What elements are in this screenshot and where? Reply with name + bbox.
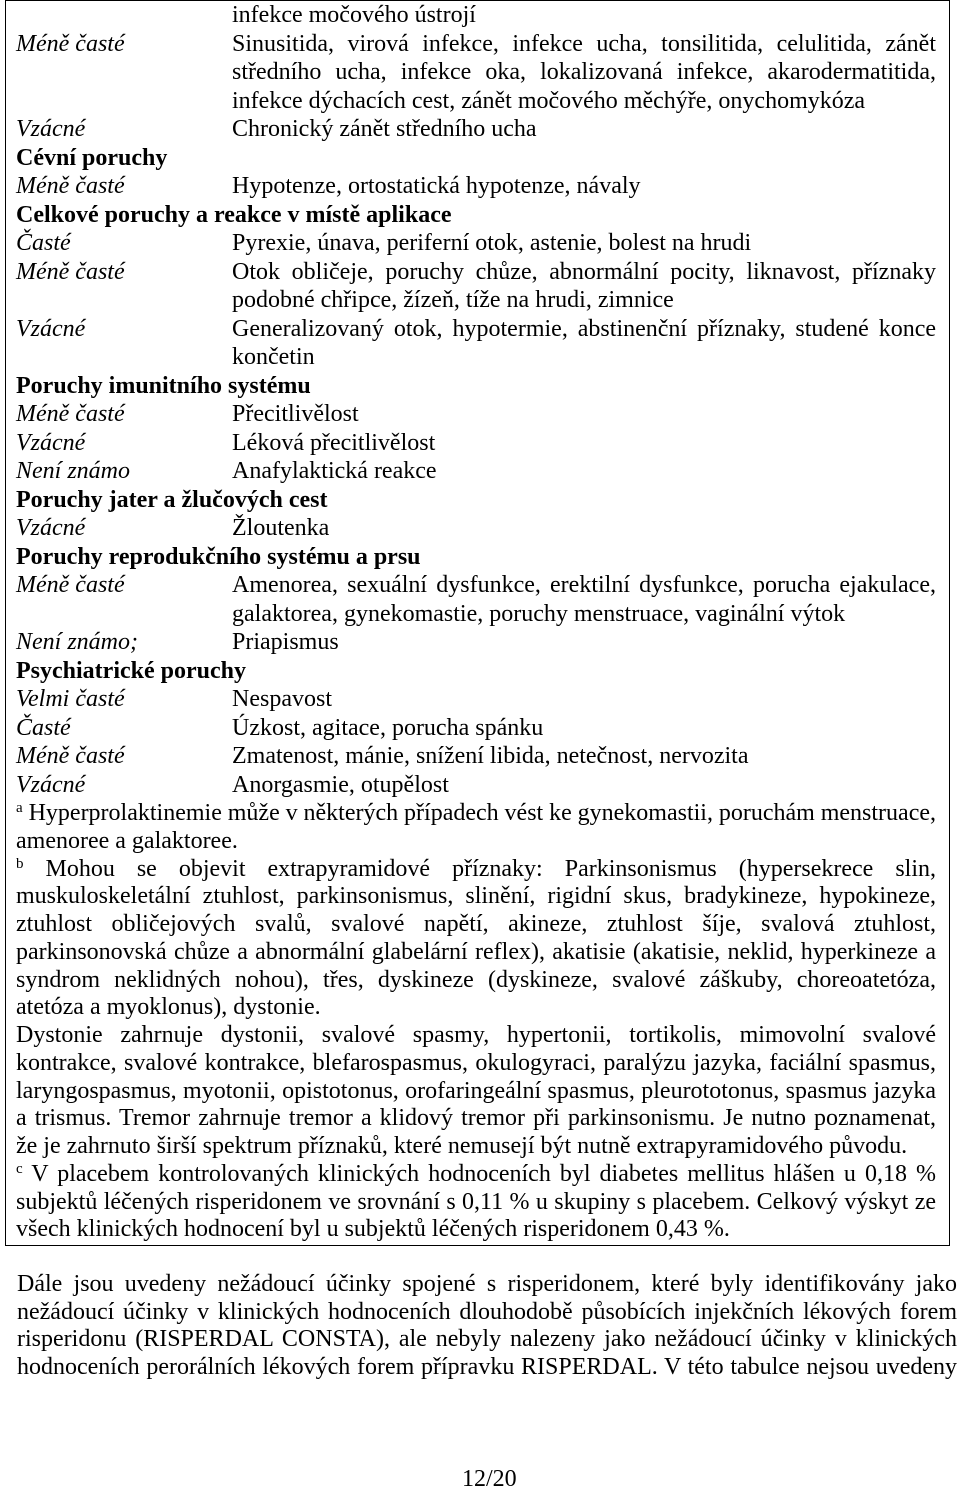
paragraph-line: nežádoucí účinky v klinických hodnoceních dlouhodobě působících injekčních lékových forem xyxy=(17,1298,957,1325)
footnote-line: ztuhlost obličejových svalů, svalové napětí, akineze, ztuhlost šíje, svalová ztuhlost, xyxy=(16,911,936,937)
effect-line: infekce dýchacích cest, zánět močového měchýře, onychomykóza xyxy=(232,87,866,114)
effects-cell xyxy=(232,400,936,429)
effect-line: Žloutenka xyxy=(232,515,330,541)
effects-cell xyxy=(232,315,936,372)
effect-line: Amenorea, sexuální dysfunkce, erektilní dysfunkce, porucha ejakulace, xyxy=(232,572,936,598)
footnote-line: že je zahrnuto širší spektrum příznaků, které nemusejí být nutně extrapyramidového původu. xyxy=(16,1133,908,1159)
effects-cell xyxy=(232,1,936,30)
footnote-mark: c xyxy=(16,1160,23,1177)
table-row xyxy=(16,628,936,657)
table-row xyxy=(16,315,936,372)
section-heading: Poruchy jater a žlučových cest xyxy=(16,486,328,513)
frequency-label: Méně časté xyxy=(16,258,125,285)
section-heading: Psychiatrické poruchy xyxy=(16,657,246,684)
footnote-line xyxy=(16,856,936,884)
table-row xyxy=(16,229,936,258)
effects-cell xyxy=(232,514,936,543)
footnote-line: všech klinických hodnocení byl u subjektů léčených risperidonem 0,43 %. xyxy=(16,1216,730,1243)
table-row xyxy=(16,714,936,743)
section-heading: Cévní poruchy xyxy=(16,144,168,171)
effect-line: Priapismus xyxy=(232,629,339,655)
frequency-cell xyxy=(16,1,232,30)
footnote-text: V placebem kontrolovaných klinických hodnoceních byl diabetes mellitus hlášen u 0,18 % xyxy=(31,1160,936,1187)
section-heading: Celkové poruchy a reakce v místě aplikace xyxy=(16,201,452,228)
effects-cell xyxy=(232,742,936,771)
frequency-label: Méně časté xyxy=(16,743,125,769)
effect-line: Zmatenost, mánie, snížení libida, netečnost, nervozita xyxy=(232,743,749,769)
effect-line: středního ucha, infekce oka, lokalizovaná infekce, akarodermatitida, xyxy=(232,59,936,85)
footnote-line xyxy=(16,1161,936,1189)
frequency-label: Není známo; xyxy=(16,629,138,655)
effect-line: Generalizovaný otok, hypotermie, abstinenční příznaky, studené konce xyxy=(232,315,936,342)
effect-line: Léková přecitlivělost xyxy=(232,429,436,456)
paragraph-line: risperidonu (RISPERDAL CONSTA), ale nebyly nalezeny jako nežádoucí účinky v klinických xyxy=(17,1326,957,1353)
effects-cell xyxy=(232,714,936,743)
effects-cell xyxy=(232,115,936,144)
table-row xyxy=(16,771,936,800)
footnote-line: parkinsonovská chůze a abnormální glabelární reflex), akatisie (akatisie, neklid, hyperkineze a xyxy=(16,938,936,965)
effect-line: Anorgasmie, otupělost xyxy=(232,771,449,798)
table-row xyxy=(16,1,936,30)
effects-cell xyxy=(232,457,936,486)
effect-line: Hypotenze, ortostatická hypotenze, návaly xyxy=(232,173,641,199)
frequency-label: Vzácné xyxy=(16,429,86,456)
paragraph-line: hodnoceních perorálních lékových forem přípravku RISPERDAL. V této tabulce nejsou uvedeny xyxy=(17,1354,957,1381)
table-row xyxy=(16,685,936,714)
effects-cell xyxy=(232,685,936,714)
frequency-label: Méně časté xyxy=(16,572,125,598)
effect-line: Chronický zánět středního ucha xyxy=(232,116,537,142)
effects-cell xyxy=(232,628,936,657)
table-row xyxy=(16,258,936,315)
table-row xyxy=(16,400,936,429)
footnote-c xyxy=(16,1161,936,1244)
table-row xyxy=(16,514,936,543)
effect-line: infekce močového ústrojí xyxy=(232,2,476,28)
frequency-label: Méně časté xyxy=(16,30,125,57)
frequency-label: Velmi časté xyxy=(16,686,125,712)
footnote-line: amenoree a galaktoree. xyxy=(16,827,238,854)
footnote-b-continuation xyxy=(16,1022,936,1161)
frequency-label: Méně časté xyxy=(16,173,125,199)
effects-cell xyxy=(232,229,936,258)
footnote-line: kontrakce, svalové kontrakce, blefarospasmus, okulogyraci, paralýzu jazyka, faciální spasmus, xyxy=(16,1049,936,1076)
effects-cell xyxy=(232,30,936,116)
footnote-mark: b xyxy=(16,855,24,872)
section-heading: Poruchy imunitního systému xyxy=(16,372,311,399)
table-row xyxy=(16,571,936,628)
paragraph-line: Dále jsou uvedeny nežádoucí účinky spojené s risperidonem, které byly identifikovány jako xyxy=(17,1271,957,1297)
effect-line: galaktorea, gynekomastie, poruchy menstruace, vaginální výtok xyxy=(232,600,846,627)
effects-cell xyxy=(232,571,936,628)
adverse-effects-table xyxy=(5,0,950,1246)
effect-line: Anafylaktická reakce xyxy=(232,458,437,484)
table-row xyxy=(16,742,936,771)
table-footnotes xyxy=(16,800,936,1244)
frequency-label: Vzácné xyxy=(16,116,86,142)
table-body xyxy=(16,1,936,799)
footnote-line: subjektů léčených risperidonem ve srovnání s 0,11 % u skupiny s placebem. Celkový výskyt ze xyxy=(16,1188,936,1215)
footnote-line: a trismus. Tremor zahrnuje tremor a klidový tremor při parkinsonismu. Je nutno poznamenat, xyxy=(16,1105,936,1132)
table-row xyxy=(16,30,936,116)
footnote-mark: a xyxy=(16,800,23,816)
effects-cell xyxy=(232,429,936,458)
footnote-line: laryngospasmus, myotonii, opistotonus, orofaringeální spasmus, pleurototonus, spasmus jazyka xyxy=(16,1077,936,1104)
effect-line: Otok obličeje, poruchy chůze, abnormální pocity, liknavost, příznaky xyxy=(232,258,936,285)
frequency-label: Není známo xyxy=(16,458,130,484)
frequency-label: Vzácné xyxy=(16,315,86,342)
effect-line: podobné chřipce, žízeň, tíže na hrudi, zimnice xyxy=(232,287,674,313)
effect-line: Sinusitida, virová infekce, infekce ucha, tonsilitida, celulitida, zánět xyxy=(232,30,936,57)
effects-cell xyxy=(232,771,936,800)
effects-cell xyxy=(232,172,936,201)
effect-line: Úzkost, agitace, porucha spánku xyxy=(232,714,544,741)
table-row xyxy=(16,429,936,458)
effect-line: končetin xyxy=(232,344,315,370)
footnote-a xyxy=(16,800,936,856)
frequency-label: Vzácné xyxy=(16,771,86,798)
footnote-line: syndrom neklidných nohou), třes, dyskineze (dyskineze, svalové záškuby, choreoatetóza, xyxy=(16,966,936,993)
frequency-label: Vzácné xyxy=(16,515,86,541)
table-row xyxy=(16,457,936,486)
footnote-text: Hyperprolaktinemie může v některých případech vést ke gynekomastii, poruchám menstruace, xyxy=(28,800,936,826)
frequency-label: Méně časté xyxy=(16,401,125,427)
frequency-label: Časté xyxy=(16,714,71,741)
footnote-line xyxy=(16,800,936,828)
footnote-line: Dystonie zahrnuje dystonii, svalové spasmy, hypertonii, tortikolis, mimovolní svalové xyxy=(16,1022,936,1048)
footnote-b xyxy=(16,856,936,1023)
effects-cell xyxy=(232,258,936,315)
body-paragraph xyxy=(17,1271,957,1382)
table-row xyxy=(16,115,936,144)
page-number: 12/20 xyxy=(462,1466,517,1492)
frequency-label: Časté xyxy=(16,230,71,256)
effect-line: Přecitlivělost xyxy=(232,401,359,427)
footnote-text: Mohou se objevit extrapyramidové příznaky: Parkinsonismus (hypersekrece slin, xyxy=(45,855,936,882)
table-row xyxy=(16,172,936,201)
section-heading: Poruchy reprodukčního systému a prsu xyxy=(16,543,421,570)
footnote-line: atetóza a myoklonus), dystonie. xyxy=(16,994,321,1021)
footnote-line: muskuloskeletální ztuhlost, parkinsonismus, slinění, rigidní skus, bradykineze, hypokineze, xyxy=(16,883,936,910)
effect-line: Pyrexie, únava, periferní otok, astenie, bolest na hrudi xyxy=(232,230,752,256)
effect-line: Nespavost xyxy=(232,686,332,712)
